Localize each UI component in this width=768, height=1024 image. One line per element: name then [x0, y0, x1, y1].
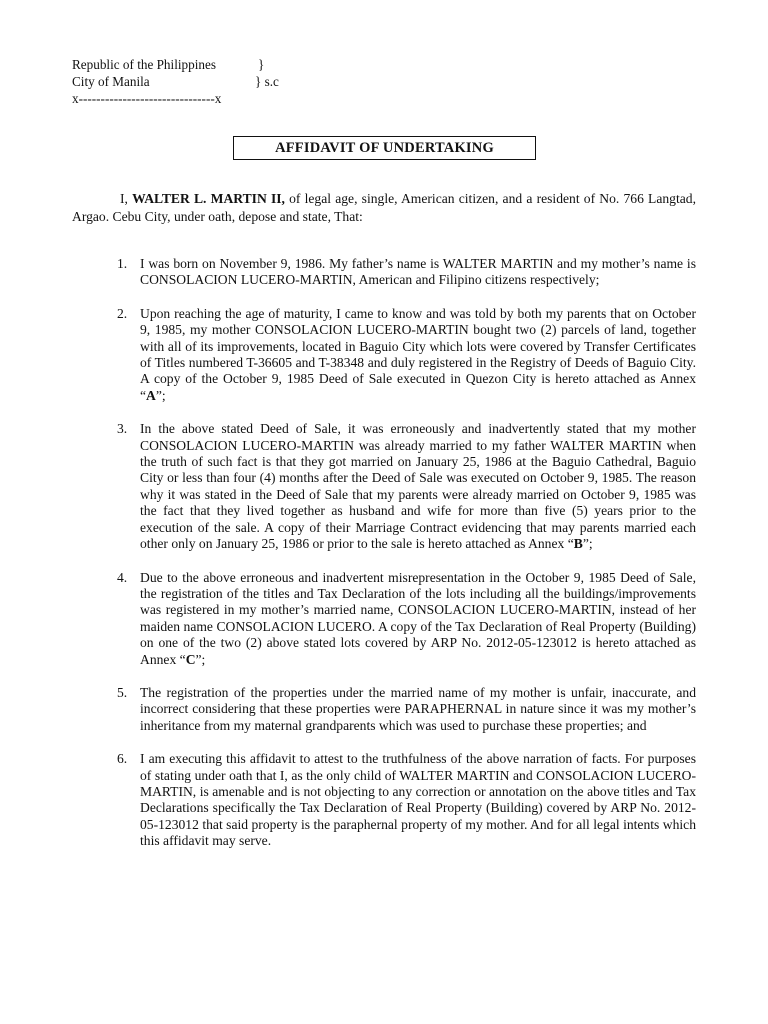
- document-title-text: AFFIDAVIT OF UNDERTAKING: [275, 139, 494, 156]
- document-title: [233, 136, 536, 160]
- item-number: 1.: [117, 256, 128, 271]
- intro-prefix: I,: [120, 191, 133, 206]
- item-text-wrap: [140, 570, 696, 668]
- item-text: I was born on November 9, 1986. My father’s name is WALTER MARTIN and my mother’s name is CONSOLACION LUCERO-MARTIN, American and Filipino citizens respectively;: [140, 256, 696, 288]
- venue-city-text: City of Manila: [72, 74, 150, 89]
- statement-item: [72, 306, 696, 404]
- intro-rest: of legal age, single, American citizen, and a resident of No. 766 Langtad, Argao. Cebu City, under oath, depose and state, That:: [72, 191, 696, 224]
- venue-brace: }: [258, 57, 265, 72]
- item-text: Due to the above erroneous and inadvertent misrepresentation in the October 9, 1985 Deed of Sale, the registration of the titles and Tax Declaration of the lots including all the buildings/improvements was registered in my mother’s married name, CONSOLACION LUCERO-MARTIN, instead of her maiden name CONSOLACION LUCERO. A copy of the Tax Declaration of Real Property (Building) on one of the two (2) above stated lots covered by ARP No. 2012-05-123012 is hereto attached as Annex “: [140, 569, 696, 667]
- statement-item: [72, 421, 696, 552]
- item-number: 3.: [117, 421, 128, 437]
- venue-brace-sc: } s.c: [255, 74, 279, 89]
- item-number: 4.: [117, 569, 128, 585]
- venue-block: [72, 56, 279, 107]
- item-text-end: ”;: [155, 387, 166, 403]
- venue-republic-text: Republic of the Philippines: [72, 57, 216, 72]
- item-text-wrap: [140, 306, 696, 404]
- item-text-end: ”;: [582, 536, 593, 552]
- venue-separator: x-------------------------------x: [72, 91, 222, 106]
- item-text-wrap: [140, 421, 696, 552]
- venue-line-city: [72, 73, 279, 90]
- item-number: 6.: [117, 751, 128, 767]
- venue-line-republic: [72, 56, 265, 73]
- item-number: 5.: [117, 684, 128, 700]
- annex-letter: B: [573, 536, 583, 552]
- affiant-name: WALTER L. MARTIN II,: [132, 191, 285, 206]
- statement-item: [72, 256, 696, 289]
- statement-list: [72, 256, 696, 867]
- annex-letter: A: [146, 387, 156, 403]
- item-text-end: ”;: [195, 651, 206, 667]
- item-number: 2.: [117, 305, 128, 321]
- item-text: In the above stated Deed of Sale, it was erroneously and inadvertently stated that my mother CONSOLACION LUCERO-MARTIN was already married to my father WALTER MARTIN when the truth of such fact is that they got married on January 25, 1986 at the Baguio Cathedral, Baguio City or less than four (4) months after the Deed of Sale was executed on October 9, 1985. The reason why it was stated in the Deed of Sale that my parents were already married on October 9, 1985 was the fact that they lived together as husband and wife for more than five (5) years prior to the execution of the sale. A copy of their Marriage Contract evidencing that may parents married each other only on January 25, 1986 or prior to the sale is hereto attached as Annex “: [140, 421, 696, 552]
- annex-letter: C: [185, 651, 196, 667]
- statement-item: [72, 570, 696, 668]
- statement-item: [72, 685, 696, 734]
- item-text: Upon reaching the age of maturity, I came to know and was told by both my parents that on October 9, 1985, my mother CONSOLACION LUCERO-MARTIN bought two (2) parcels of land, together with all of its improvements, located in Baguio City which lots were covered by Transfer Certificates of Titles numbered T-36605 and T-38348 and duly registered in the Registry of Deeds of Baguio City. A copy of the October 9, 1985 Deed of Sale executed in Quezon City is hereto attached as Annex “: [140, 305, 696, 403]
- intro-paragraph: [72, 190, 696, 225]
- item-text: I am executing this affidavit to attest to the truthfulness of the above narration of facts. For purposes of stating under oath that I, as the only child of WALTER MARTIN and CONSOLACION LUCERO-MARTIN, is amenable and is not objecting to any correction or annotation on the above titles and Tax Declarations specifically the Tax Declaration of Real Property (Building) covered by ARP No. 2012-05-123012 that said property is the paraphernal property of my mother. And for all legal intents which this affidavit may serve.: [140, 751, 696, 849]
- item-text: The registration of the properties under the married name of my mother is unfair, inaccurate, and incorrect considering that these properties were PARAPHERNAL in nature since it was my mother’s inheritance from my maternal grandparents which was used to purchase these properties; and: [140, 684, 696, 733]
- statement-item: [72, 751, 696, 849]
